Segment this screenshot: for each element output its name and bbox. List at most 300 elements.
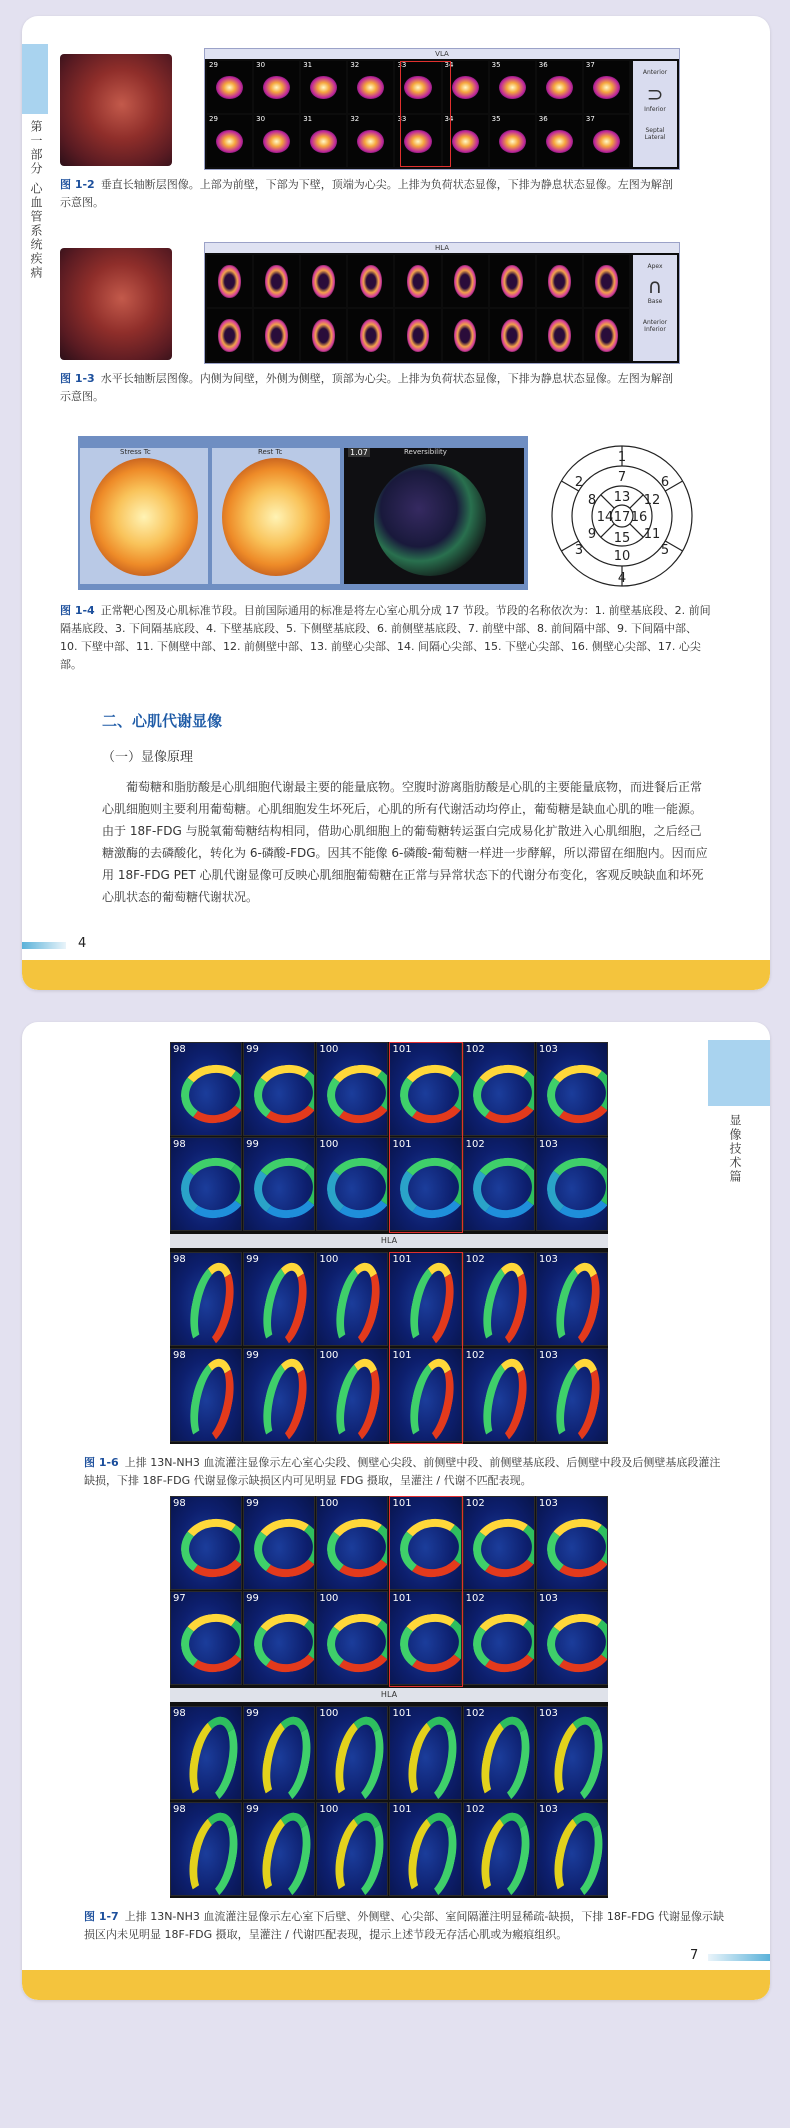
tracer-uptake (263, 76, 290, 100)
page-number: 7 (690, 1948, 699, 1963)
slice-number: 99 (246, 1350, 259, 1361)
slice-number: 101 (392, 1498, 412, 1509)
slice-number: 29 (209, 61, 218, 69)
tracer-uptake (357, 130, 384, 154)
segment-label: 9 (587, 527, 597, 542)
reversibility-disc (374, 464, 486, 576)
pet-slice (463, 1706, 535, 1800)
scan-slice (584, 115, 629, 167)
slice-number: 33 (397, 61, 407, 69)
slice-number: 97 (173, 1593, 186, 1604)
reversibility-map (344, 448, 524, 584)
slice-number: 98 (173, 1254, 186, 1265)
myocardium-uptake (474, 1712, 534, 1800)
scan-slice (348, 61, 393, 113)
slice-number: 98 (173, 1044, 186, 1055)
myocardium-uptake (250, 1610, 315, 1677)
pet-slice (316, 1802, 388, 1896)
pet-slice (170, 1348, 242, 1442)
selected-slice-highlight (389, 1252, 463, 1444)
myocardium-uptake (328, 1712, 388, 1800)
scan-slice (207, 115, 252, 167)
bullseye-17-segment-diagram (542, 436, 702, 596)
page-number-bar (708, 1954, 770, 1961)
rest-polar-map (212, 448, 340, 584)
myocardium-uptake (543, 1154, 608, 1223)
slice-number: 32 (350, 61, 360, 69)
pet-slice (316, 1137, 388, 1231)
slice-number: 103 (538, 1593, 558, 1604)
myocardium-uptake (250, 1061, 315, 1128)
segment-label: 13 (613, 490, 631, 505)
slice-number: 35 (491, 115, 501, 123)
pet-slice (536, 1348, 608, 1442)
tracer-uptake (312, 319, 335, 351)
myocardium-uptake (548, 1712, 608, 1800)
myocardium-uptake (543, 1061, 608, 1128)
scan-slice (348, 255, 393, 307)
pet-slice (316, 1042, 388, 1136)
myocardium-uptake (177, 1610, 242, 1677)
page-7 (22, 1022, 770, 2000)
segment-label: 14 (596, 510, 614, 525)
body-paragraph: 葡萄糖和脂肪酸是心肌细胞代谢最主要的能量底物。空腹时游离脂肪酸是心肌的主要能量底物，而进餐后正常心肌细胞则主要利用葡萄糖。心肌细胞发生坏死后，心肌的所有代谢活动均停止，葡萄糖是缺血心肌的唯一能源。由于 18F-FDG 与脱氧葡萄糖结构相同，借助心肌细胞上的葡萄糖转运蛋白完成易化扩散进入心肌细胞，之后经己糖激酶的去磷酸化，转化为 6-磷酸-FDG。因其不能像 6-磷酸-葡萄糖一样进一步酵解，所以滞留在细胞内。因而应用 18F-FDG PET 心肌代谢显像可反映心肌细胞葡萄糖在正常与异常状态下的代谢分布变化，客观反映缺血和坏死心肌状态的葡萄糖代谢状况。 (102, 780, 708, 904)
slice-number: 99 (246, 1498, 259, 1509)
myocardium-uptake (401, 1808, 461, 1896)
myocardium-uptake (543, 1515, 608, 1582)
slice-number: 103 (538, 1044, 558, 1055)
scan-slice (537, 309, 582, 361)
slice-number: 100 (319, 1350, 339, 1361)
orientation-label: Lateral (644, 134, 666, 141)
pet-slice (243, 1802, 315, 1896)
slice-number: 102 (465, 1350, 485, 1361)
pet-slice (389, 1802, 461, 1896)
myocardium-uptake (323, 1515, 388, 1582)
myocardium-uptake (470, 1061, 535, 1128)
scan-slice (490, 309, 535, 361)
tracer-uptake (218, 265, 241, 297)
myocardium-uptake (549, 1355, 606, 1442)
tracer-uptake (595, 265, 618, 297)
tracer-uptake (312, 265, 335, 297)
tracer-uptake (357, 76, 384, 100)
slice-number: 30 (256, 61, 266, 69)
selected-slice-highlight (389, 1042, 463, 1233)
figure-label: 图 1-7 (84, 1910, 119, 1923)
slice-number: 98 (173, 1139, 186, 1150)
myocardium-uptake (257, 1355, 314, 1442)
myocardium-uptake (250, 1515, 315, 1582)
page-number-bar (22, 942, 66, 949)
slice-number: 100 (319, 1139, 339, 1150)
tracer-uptake (216, 130, 243, 154)
tracer-uptake (452, 76, 479, 100)
slice-number: 99 (246, 1804, 259, 1815)
myocardium-uptake (182, 1712, 242, 1800)
figure-caption-1-7 (84, 1908, 724, 1944)
scan-slice (537, 115, 582, 167)
slice-number: 31 (303, 115, 313, 123)
scan-slice (395, 255, 440, 307)
slice-number: 103 (538, 1350, 558, 1361)
slice-number: 101 (392, 1254, 412, 1265)
tracer-uptake (263, 130, 290, 154)
polar-disc (222, 458, 330, 576)
orientation-label: Septal (645, 127, 665, 134)
page-footer-band (22, 960, 770, 990)
segment-label: 4 (617, 571, 627, 586)
tracer-uptake (216, 76, 243, 100)
panel-separator: HLA (170, 1234, 608, 1248)
tracer-uptake (310, 130, 337, 154)
segment-label: 1 (617, 450, 627, 465)
myocardium-uptake (328, 1808, 388, 1896)
pet-slice (463, 1348, 535, 1442)
pet-slice (316, 1496, 388, 1590)
scan-slice (537, 255, 582, 307)
segment-label: 11 (643, 527, 661, 542)
myocardium-uptake (183, 1259, 240, 1346)
slice-number: 100 (319, 1044, 339, 1055)
slice-number: 34 (444, 115, 454, 123)
figure-label: 图 1-2 (60, 178, 95, 191)
slice-number: 29 (209, 115, 218, 123)
slice-number: 101 (392, 1708, 412, 1719)
caption-text: 上排 13N-NH3 血流灌注显像示左心室心尖段、侧壁心尖段、前侧壁中段、前侧壁基底段、后侧壁中段及后侧壁基底段灌注缺损，下排 18F-FDG 代谢显像示缺损区内可见明显 FDG 摄取，呈灌注 / 代谢不匹配表现。 (84, 1456, 721, 1487)
segment-label: 12 (643, 493, 661, 508)
myocardium-uptake (401, 1712, 461, 1800)
heart-anatomy-horizontal (60, 248, 172, 360)
myocardium-uptake (323, 1610, 388, 1677)
slice-number: 102 (465, 1254, 485, 1265)
pet-slice (463, 1252, 535, 1346)
myocardium-uptake (177, 1061, 242, 1128)
pet-slice (316, 1348, 388, 1442)
slice-number: 100 (319, 1804, 339, 1815)
tracer-uptake (407, 319, 430, 351)
tracer-uptake (593, 76, 620, 100)
scan-slice (254, 115, 299, 167)
myocardium-uptake (323, 1154, 388, 1223)
tracer-uptake (593, 130, 620, 154)
myocardium-uptake (257, 1259, 314, 1346)
stress-polar-map (80, 448, 208, 584)
pet-slice (316, 1591, 388, 1685)
orientation-label: Anterior (642, 319, 668, 326)
tracer-uptake (360, 319, 383, 351)
polar-map-label: Stress Tc (120, 448, 151, 456)
segment-label: 15 (613, 531, 631, 546)
orientation-label: Anterior (642, 69, 668, 76)
tracer-uptake (546, 130, 573, 154)
pet-slice (536, 1706, 608, 1800)
scan-slice (584, 309, 629, 361)
slice-number: 99 (246, 1254, 259, 1265)
scan-slice (584, 61, 629, 113)
slice-number: 36 (538, 115, 548, 123)
slice-number: 100 (319, 1498, 339, 1509)
slice-number: 33 (397, 115, 407, 123)
slice-number: 31 (303, 61, 313, 69)
segment-label: 5 (660, 543, 670, 558)
caption-text: 水平长轴断层图像。内侧为间壁，外侧为侧壁，顶部为心尖。上排为负荷状态显像，下排为静息状态显像。左图为解剖示意图。 (60, 372, 673, 403)
myocardium-uptake (183, 1355, 240, 1442)
figure-caption-1-2 (60, 176, 680, 212)
tracer-uptake (548, 319, 571, 351)
orientation-label: Inferior (644, 106, 666, 113)
slice-number: 103 (538, 1708, 558, 1719)
pet-slice (170, 1496, 242, 1590)
pet-slice (536, 1802, 608, 1896)
polar-map-label: Rest Tc (258, 448, 283, 456)
tracer-uptake (595, 319, 618, 351)
pet-slice (389, 1706, 461, 1800)
scan-slice (207, 255, 252, 307)
slice-number: 37 (585, 115, 595, 123)
myocardium-uptake (470, 1154, 535, 1223)
tracer-uptake (454, 319, 477, 351)
myocardium-uptake (330, 1259, 387, 1346)
slice-number: 99 (246, 1593, 259, 1604)
slice-number: 35 (491, 61, 501, 69)
panel-title: HLA (205, 243, 679, 253)
myocardium-uptake (549, 1259, 606, 1346)
pet-slice (536, 1042, 608, 1136)
myocardium-uptake (330, 1355, 387, 1442)
pet-slice (243, 1042, 315, 1136)
orientation-label: Inferior (644, 326, 666, 333)
slice-number: 100 (319, 1254, 339, 1265)
fig-1-7-panel (170, 1496, 608, 1898)
myocardium-uptake (476, 1259, 533, 1346)
pet-slice (170, 1042, 242, 1136)
orientation-icon: ⊃ (646, 82, 664, 106)
slice-number: 102 (465, 1498, 485, 1509)
orientation-label: Base (647, 298, 663, 305)
panel-title: VLA (205, 49, 679, 59)
subsection-title: （一）显像原理 (102, 750, 194, 765)
scan-slice (490, 61, 535, 113)
pet-slice (463, 1137, 535, 1231)
slice-number: 103 (538, 1254, 558, 1265)
page-footer-band (22, 1970, 770, 2000)
slice-number: 32 (350, 115, 360, 123)
scan-slice (301, 61, 346, 113)
pet-slice (536, 1137, 608, 1231)
tracer-uptake (501, 319, 524, 351)
figure-label: 图 1-4 (60, 604, 95, 617)
chapter-tab (22, 44, 48, 114)
figure-caption-1-6 (84, 1454, 724, 1490)
orientation-label: Apex (647, 263, 663, 270)
orientation-icon: ∩ (647, 274, 663, 298)
pet-slice (463, 1496, 535, 1590)
slice-number: 102 (465, 1044, 485, 1055)
myocardium-uptake (543, 1610, 608, 1677)
caption-text: 垂直长轴断层图像。上部为前壁，下部为下壁，顶端为心尖。上排为负荷状态显像，下排为静息状态显像。左图为解剖示意图。 (60, 178, 673, 209)
pet-slice (536, 1496, 608, 1590)
pet-slice (316, 1706, 388, 1800)
scan-slice (301, 255, 346, 307)
part-side-label: 第一部分 心血管系统疾病 (29, 120, 43, 280)
scan-slice (207, 309, 252, 361)
pet-slice (463, 1042, 535, 1136)
slice-number: 34 (444, 61, 454, 69)
myocardium-uptake (255, 1808, 315, 1896)
slice-number: 98 (173, 1350, 186, 1361)
myocardium-uptake (255, 1712, 315, 1800)
slice-number: 101 (392, 1593, 412, 1604)
pet-slice (243, 1252, 315, 1346)
myocardium-uptake (177, 1154, 242, 1223)
myocardium-uptake (470, 1515, 535, 1582)
hla-grid (207, 255, 629, 361)
scan-slice (537, 61, 582, 113)
page-4 (22, 16, 770, 990)
slice-number: 99 (246, 1044, 259, 1055)
myocardium-uptake (250, 1154, 315, 1223)
slice-number: 36 (538, 61, 548, 69)
pet-slice (243, 1706, 315, 1800)
slice-number: 103 (538, 1139, 558, 1150)
pet-slice (536, 1591, 608, 1685)
scan-slice (207, 61, 252, 113)
tracer-uptake (501, 265, 524, 297)
pet-slice (170, 1137, 242, 1231)
scan-slice (301, 309, 346, 361)
slice-number: 103 (538, 1498, 558, 1509)
slice-number: 102 (465, 1593, 485, 1604)
segment-label: 17 (613, 510, 631, 525)
slice-number: 99 (246, 1139, 259, 1150)
figure-caption-1-4 (60, 602, 712, 674)
myocardium-uptake (323, 1061, 388, 1128)
slice-number: 99 (246, 1708, 259, 1719)
myocardium-uptake (548, 1808, 608, 1896)
selected-slice-highlight (400, 61, 451, 167)
segment-label: 3 (574, 543, 584, 558)
reversibility-value: 1.07 (350, 448, 368, 457)
myocardium-uptake (474, 1808, 534, 1896)
figure-label: 图 1-3 (60, 372, 95, 385)
slice-number: 100 (319, 1708, 339, 1719)
tracer-uptake (360, 265, 383, 297)
scan-slice (490, 255, 535, 307)
scan-slice (348, 115, 393, 167)
tracer-uptake (548, 265, 571, 297)
slice-number: 98 (173, 1708, 186, 1719)
metabolism-row (170, 1802, 608, 1896)
slice-number: 98 (173, 1804, 186, 1815)
figure-caption-1-3 (60, 370, 680, 406)
figure-label: 图 1-6 (84, 1456, 119, 1469)
heart-anatomy-vertical (60, 54, 172, 166)
scan-slice (254, 61, 299, 113)
scan-slice (301, 115, 346, 167)
segment-label: 8 (587, 493, 597, 508)
pet-slice (170, 1591, 242, 1685)
myocardium-uptake (476, 1355, 533, 1442)
caption-text: 正常靶心图及心肌标准节段。目前国际通用的标准是将左心室心肌分成 17 节段。节段的名称依次为：1. 前壁基底段、2. 前间隔基底段、3. 下间隔基底段、4. 下壁基底段、5. 下侧壁基底段、6. 前侧壁基底段、7. 前壁中部、8. 前间隔中部、9. 下间隔中部、10. 下壁中部、11. 下侧壁中部、12. 前侧壁中部、13. 前壁心尖部、14. 间隔心尖部、15. 下壁心尖部、16. 侧壁心尖部、17. 心尖部。 (60, 604, 711, 671)
myocardium-uptake (177, 1515, 242, 1582)
tracer-uptake (452, 130, 479, 154)
scan-slice (254, 255, 299, 307)
polar-map-label: Reversibility (404, 448, 447, 456)
slice-number: 103 (538, 1804, 558, 1815)
myocardium-uptake (182, 1808, 242, 1896)
pet-slice (463, 1591, 535, 1685)
scan-slice (395, 309, 440, 361)
pet-slice (243, 1496, 315, 1590)
slice-number: 98 (173, 1498, 186, 1509)
page-number: 4 (78, 936, 87, 951)
slice-number: 102 (465, 1708, 485, 1719)
slice-number: 100 (319, 1593, 339, 1604)
scan-slice (443, 255, 488, 307)
segment-label: 6 (660, 475, 670, 490)
tracer-uptake (407, 265, 430, 297)
tracer-uptake (265, 265, 288, 297)
pet-slice (170, 1706, 242, 1800)
pet-slice (243, 1348, 315, 1442)
segment-label: 16 (630, 510, 648, 525)
tracer-uptake (499, 76, 526, 100)
scan-slice (490, 115, 535, 167)
pet-slice (316, 1252, 388, 1346)
slice-number: 101 (392, 1044, 412, 1055)
scan-slice (443, 309, 488, 361)
myocardium-uptake (470, 1610, 535, 1677)
pet-slice (170, 1802, 242, 1896)
slice-number: 37 (585, 61, 595, 69)
pet-slice (536, 1252, 608, 1346)
tracer-uptake (499, 130, 526, 154)
pet-slice (243, 1137, 315, 1231)
segment-label: 7 (617, 470, 627, 485)
pet-slice (243, 1591, 315, 1685)
slice-number: 101 (392, 1804, 412, 1815)
vla-scan-panel (204, 48, 680, 170)
orientation-legend (633, 255, 677, 361)
segment-label: 10 (613, 549, 631, 564)
panel-separator: HLA (170, 1688, 608, 1702)
orientation-legend (633, 61, 677, 167)
section-side-label: 显像技术篇 (728, 1114, 742, 1184)
tracer-uptake (310, 76, 337, 100)
section-title: 二、心肌代谢显像 (102, 712, 223, 730)
slice-number: 101 (392, 1350, 412, 1361)
tracer-uptake (454, 265, 477, 297)
polar-disc (90, 458, 198, 576)
slice-number: 102 (465, 1804, 485, 1815)
perfusion-row (170, 1706, 608, 1800)
pet-slice (463, 1802, 535, 1896)
slice-number: 102 (465, 1139, 485, 1150)
scan-slice (584, 255, 629, 307)
slice-number: 30 (256, 115, 266, 123)
fig-1-6-panel (170, 1042, 608, 1444)
polar-map-panel (78, 436, 528, 590)
hla-scan-panel (204, 242, 680, 364)
segment-label: 2 (574, 475, 584, 490)
tracer-uptake (265, 319, 288, 351)
caption-text: 上排 13N-NH3 血流灌注显像示左心室下后壁、外侧壁、心尖部、室间隔灌注明显稀疏-缺损，下排 18F-FDG 代谢显像示缺损区内未见明显 18F-FDG 摄取，呈灌注 / 代谢匹配表现，提示上述节段无存活心肌或为瘢痕组织。 (84, 1910, 724, 1941)
slice-number: 101 (392, 1139, 412, 1150)
pet-slice (170, 1252, 242, 1346)
scan-slice (254, 309, 299, 361)
selected-slice-highlight (389, 1496, 463, 1687)
